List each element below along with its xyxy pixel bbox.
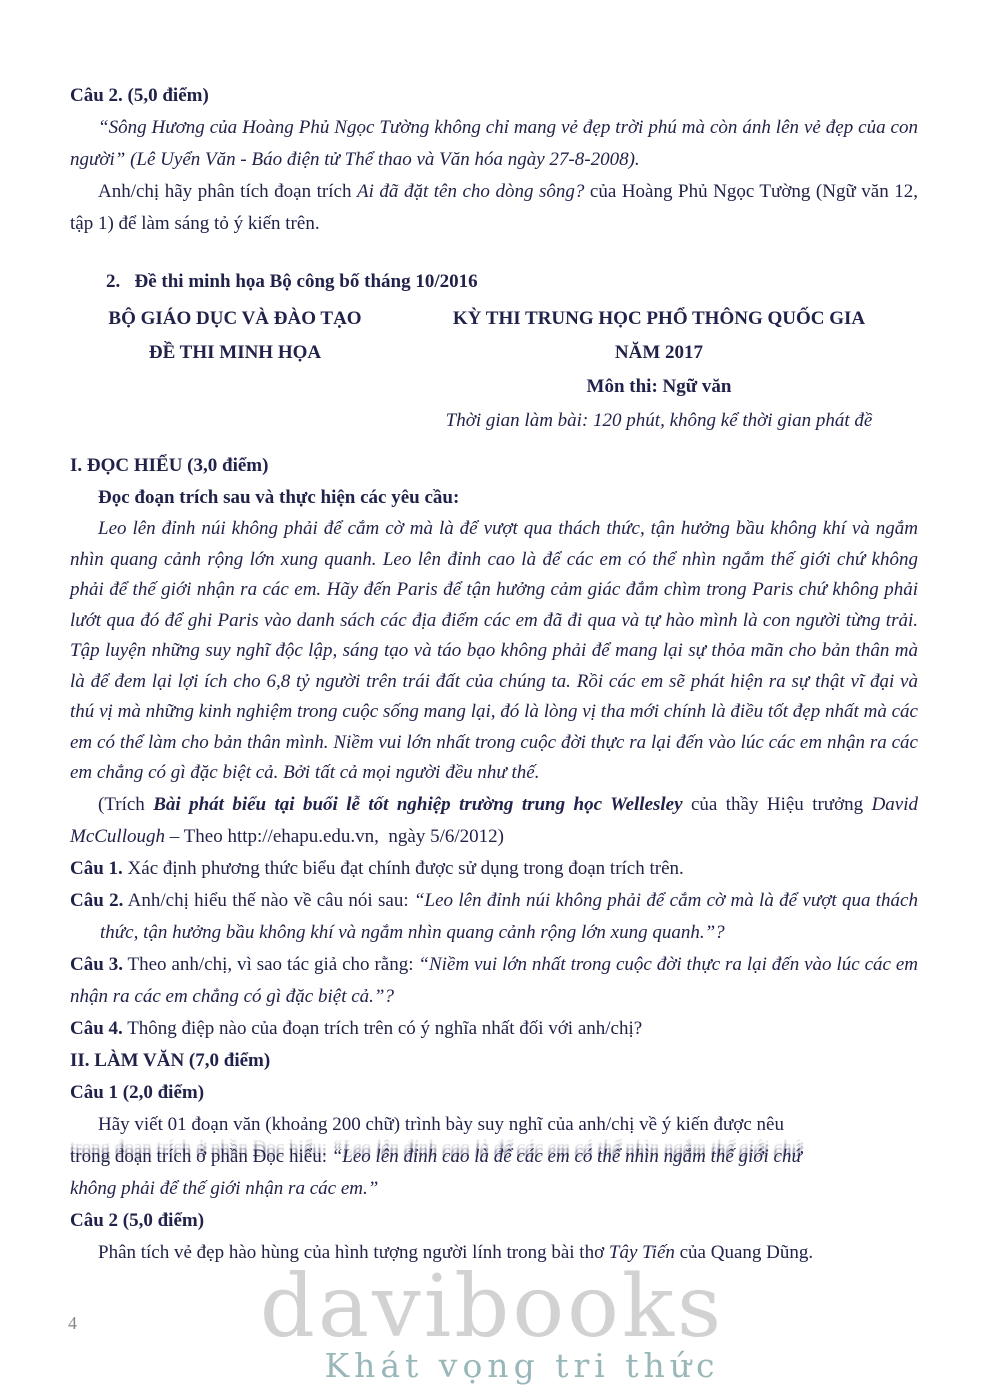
watermark-logo: davibooks <box>259 1257 725 1357</box>
watermark-tagline: Khát vọng tri thức <box>324 1346 720 1385</box>
question-2: Câu 2. Anh/chị hiểu thế nào về câu nói sau: “Leo lên đỉnh núi không phải để cắm cờ mà là để vượt qua thách thức, tận hưởng bầu không khí và ngắm nhìn quang cảnh rộng lớn xung quanh.”? <box>70 889 918 943</box>
heading-cau2-top: Câu 2. (5,0 điểm) <box>70 85 209 106</box>
page-number: 4 <box>68 1313 77 1333</box>
exam-name: KỲ THI TRUNG HỌC PHỔ THÔNG QUỐC GIA <box>452 308 866 329</box>
document-content <box>70 80 918 1269</box>
exam-paper-type: ĐỀ THI MINH HỌA <box>148 342 322 363</box>
exam-header <box>70 302 918 438</box>
question-1: Câu 1. Xác định phương thức biểu đạt chính được sử dụng trong đoạn trích trên. <box>70 857 684 879</box>
writing-cau1-line3: không phải để thế giới nhận ra các em.” <box>70 1177 379 1199</box>
opening-quote-paragraph: “Sông Hương của Hoàng Phủ Ngọc Tường không chỉ mang vẻ đẹp trời phú mà còn ánh lên vẻ đẹp của con người” (Lê Uyển Văn - Báo điện tử Thể thao và Văn hóa ngày 27-8-2008). <box>70 117 918 170</box>
exam-header-left <box>70 302 400 438</box>
reading-passage: Leo lên đỉnh núi không phải để cắm cờ mà là để vượt qua thách thức, tận hưởng bầu không khí và ngắm nhìn quang cảnh rộng lớn xung quanh. Leo lên đỉnh cao là để các em có thể nhìn ngắm thế giới chứ không phải để thế giới nhận ra các em. Hãy đến Paris để tận hưởng cảm giác đắm chìm trong Paris chứ không phải lướt qua đó để ghi Paris vào danh sách các địa điểm các em đã đi qua và tự hào mình là con người từng trải. Tập luyện những suy nghĩ độc lập, sáng tạo và táo bạo không phải để mang lại sự thỏa mãn cho bản thân mà là để đem lại lợi ích cho 6,8 tỷ người trên trái đất của chúng ta. Rồi các em sẽ phát hiện ra sự thật vĩ đại và thú vị mà những kinh nghiệm trong cuộc sống mang lại, đó là lòng vị tha mới chính là điều tốt đẹp nhất mà các em có thể làm cho bản thân mình. Niềm vui lớn nhất trong cuộc đời thực ra lại đến vào lúc các em nhận ra các em chẳng có gì đặc biệt cả. Bởi tất cả mọi người đều như thế. <box>70 518 918 783</box>
writing-cau1-line2-overprinted: trong đoạn trích ở phần Đọc hiểu: “Leo lên đỉnh cao là để các em có thể nhìn ngắm thế giới chứ <box>70 1145 802 1167</box>
section-2-heading: 2. Đề thi minh họa Bộ công bố tháng 10/2016 <box>106 271 478 292</box>
writing-section-heading: II. LÀM VĂN (7,0 điểm) <box>70 1049 271 1071</box>
writing-cau1-heading: Câu 1 (2,0 điểm) <box>70 1081 205 1103</box>
reading-instruction: Đọc đoạn trích sau và thực hiện các yêu cầu: <box>98 487 460 508</box>
watermark <box>0 1257 984 1385</box>
writing-cau2-body: Phân tích vẻ đẹp hào hùng của hình tượng người lính trong bài thơ Tây Tiến của Quang Dũng. <box>98 1241 814 1263</box>
question-4: Câu 4. Thông điệp nào của đoạn trích trên có ý nghĩa nhất đối với anh/chị? <box>70 1017 643 1039</box>
question-3: Câu 3. Theo anh/chị, vì sao tác giả cho rằng: “Niềm vui lớn nhất trong cuộc đời thực ra lại đến vào lúc các em nhận ra các em chẳng có gì đặc biệt cả.”? <box>70 953 918 1007</box>
exam-subject: Môn thi: Ngữ văn <box>586 376 732 397</box>
exam-header-right <box>400 302 918 438</box>
exam-duration: Thời gian làm bài: 120 phút, không kể thời gian phát đề <box>445 410 873 431</box>
writing-cau1-line1: Hãy viết 01 đoạn văn (khoảng 200 chữ) trình bày suy nghĩ của anh/chị về ý kiến được nêu <box>98 1113 784 1135</box>
ministry-name: BỘ GIÁO DỤC VÀ ĐÀO TẠO <box>108 308 362 329</box>
reading-section-heading: I. ĐỌC HIỂU (3,0 điểm) <box>70 455 269 476</box>
passage-source: (Trích Bài phát biểu tại buổi lễ tốt nghiệp trường trung học Wellesley của thầy Hiệu trưởng David McCullough – Theo http://ehapu.edu.vn, ngày 5/6/2012) <box>70 793 918 847</box>
writing-cau1-body <box>70 1109 918 1205</box>
analysis-task-paragraph: Anh/chị hãy phân tích đoạn trích Ai đã đặt tên cho dòng sông? của Hoàng Phủ Ngọc Tường (Ngữ văn 12, tập 1) để làm sáng tỏ ý kiến trên. <box>70 181 919 234</box>
writing-cau2-heading: Câu 2 (5,0 điểm) <box>70 1209 205 1231</box>
exam-year: NĂM 2017 <box>614 342 704 363</box>
